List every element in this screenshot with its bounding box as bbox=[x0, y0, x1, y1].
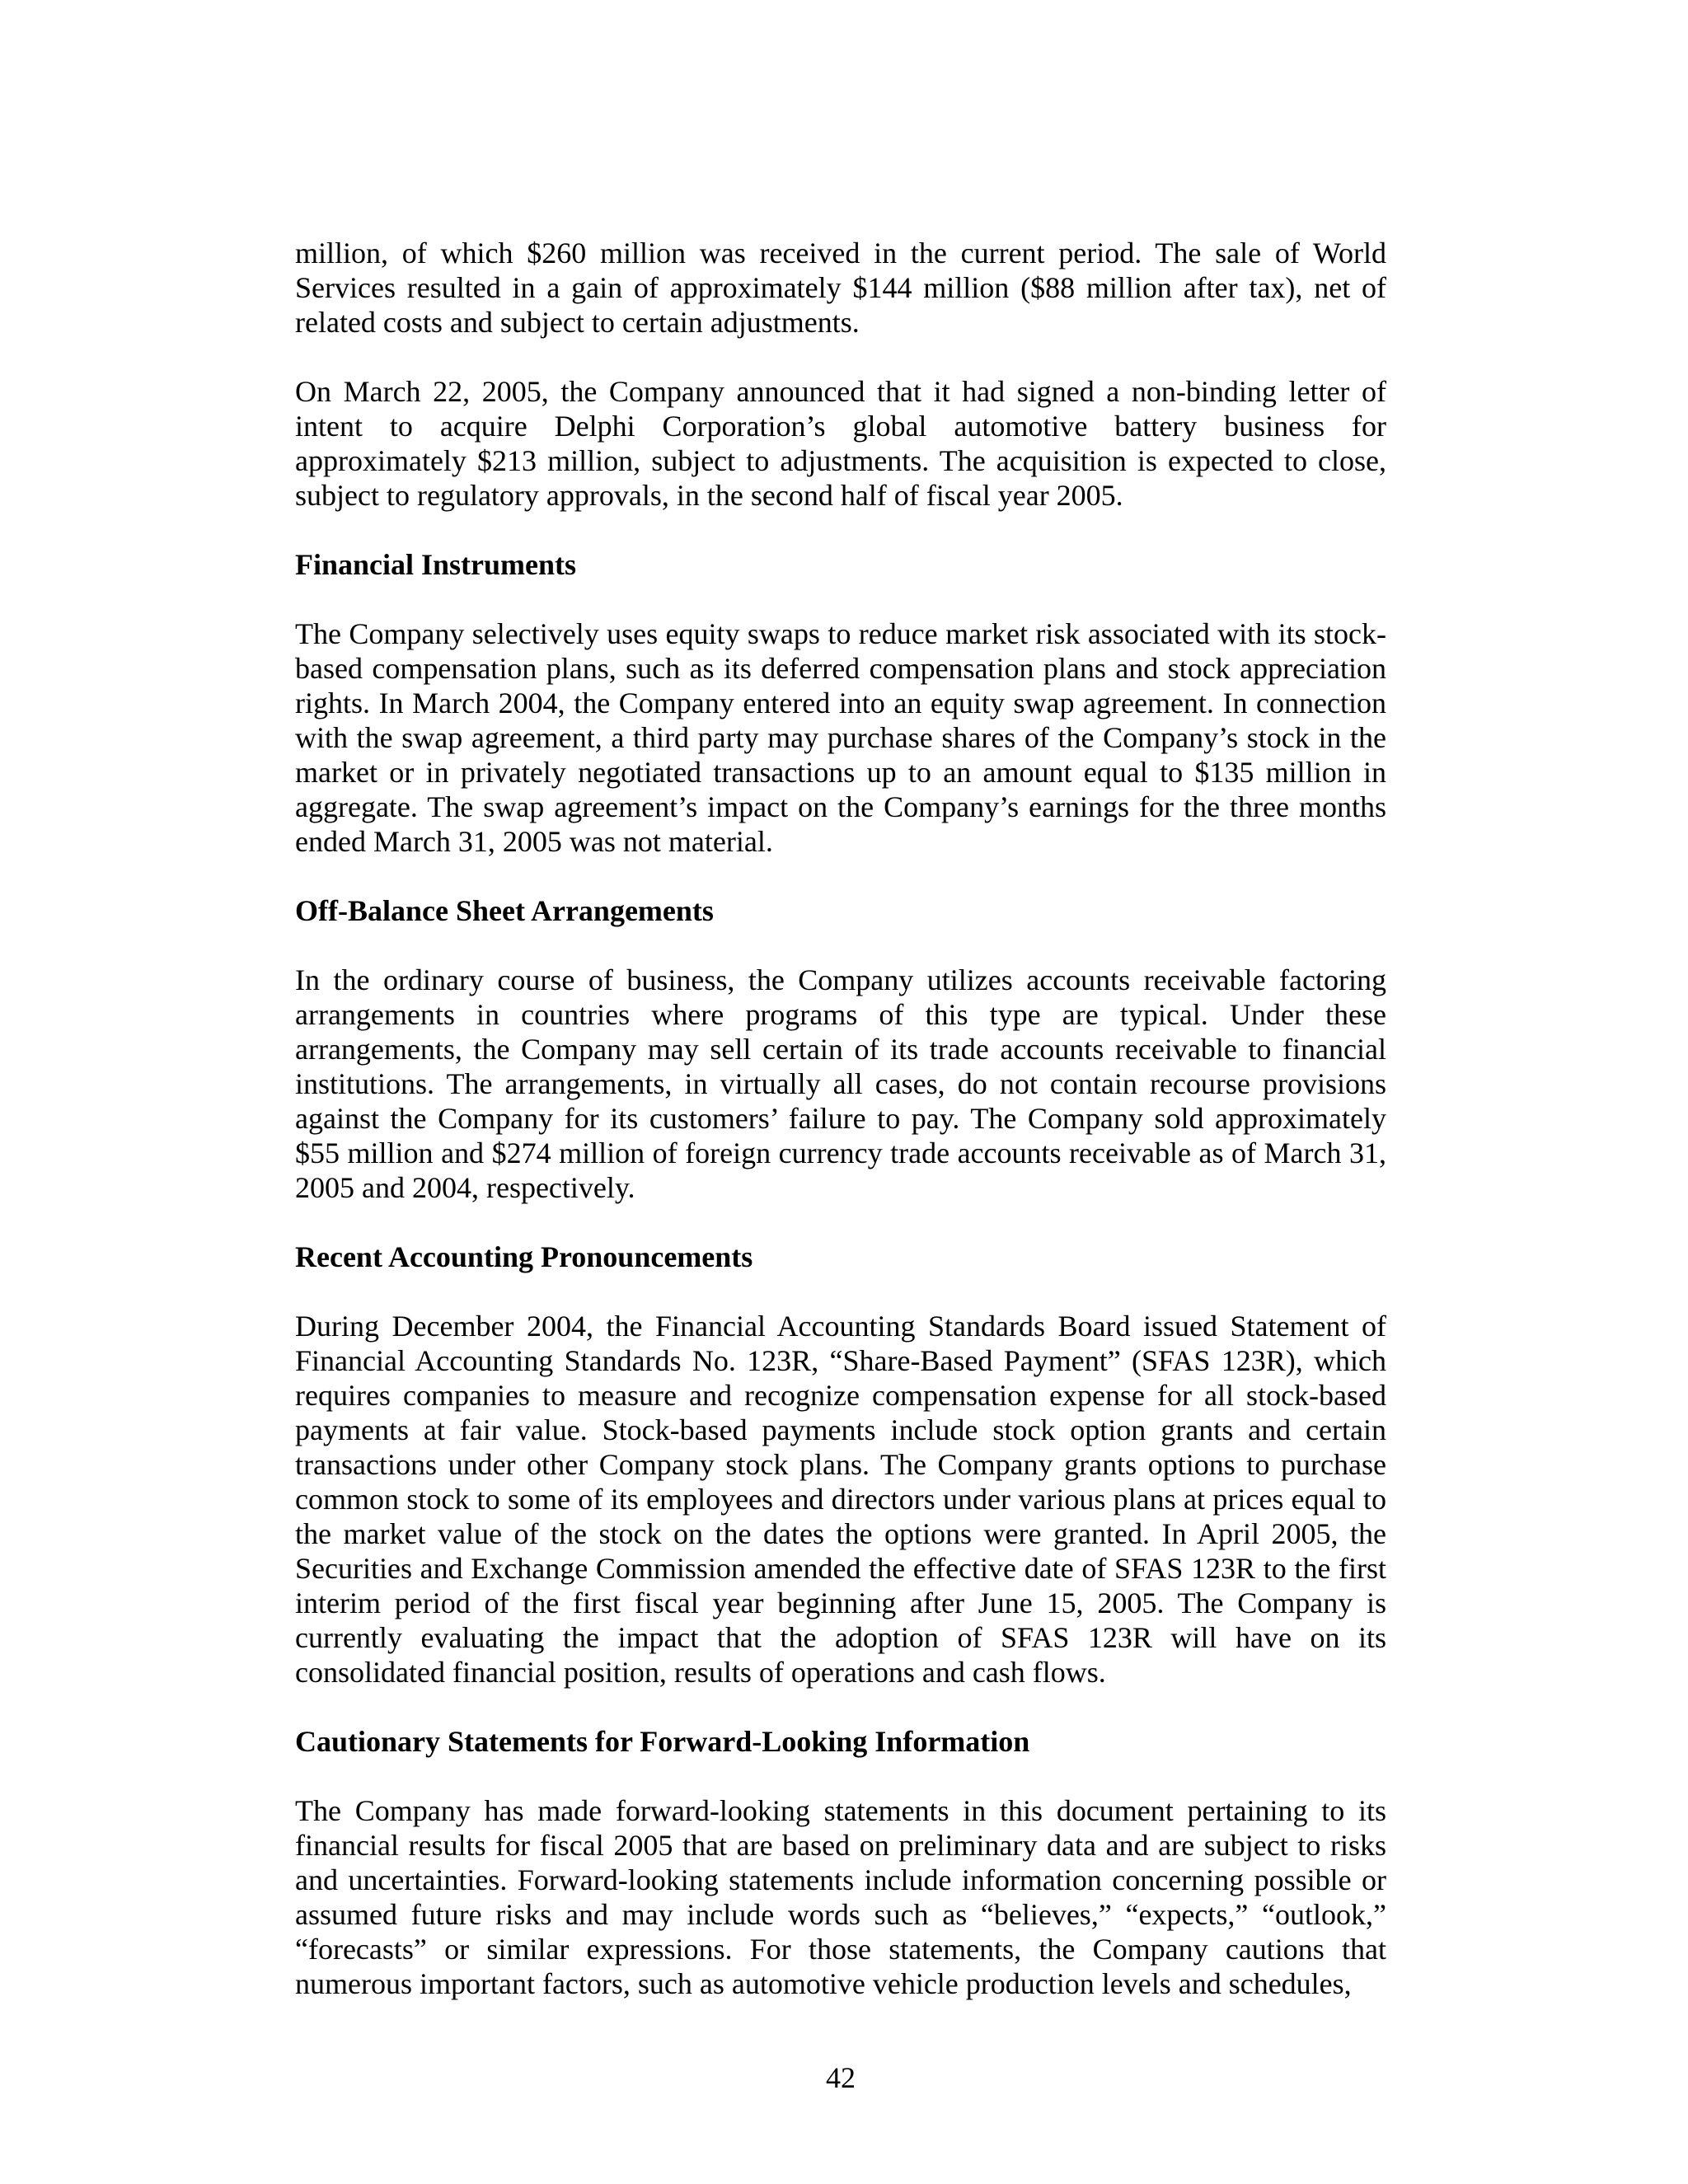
heading-cautionary-statements: Cautionary Statements for Forward-Looking Information bbox=[295, 1725, 1030, 1758]
heading-off-balance-sheet: Off-Balance Sheet Arrangements bbox=[295, 894, 714, 927]
paragraph-delphi-acquisition: On March 22, 2005, the Company announced that it had signed a non-binding letter of intent to acquire Delphi Corporation’s global automotive battery business for approximately $213 million, subject to adjustments. The acquisition is expected to close, subject to regulatory approvals, in the second half of fiscal year 2005. bbox=[295, 375, 1386, 512]
paragraph-receivable-factoring: In the ordinary course of business, the Company utilizes accounts receivable factoring arrangements in countries where programs of this type are typical. Under these arrangements, the Company may sell certain of its trade accounts receivable to financial institutions. The arrangements, in virtually all cases, do not contain recourse provisions against the Company for its customers’ failure to pay. The Company sold approximately $55 million and $274 million of foreign currency trade accounts receivable as of March 31, 2005 and 2004, respectively. bbox=[295, 963, 1386, 1204]
heading-recent-accounting: Recent Accounting Pronouncements bbox=[295, 1240, 753, 1273]
page-number: 42 bbox=[826, 2061, 856, 2094]
heading-financial-instruments: Financial Instruments bbox=[295, 548, 577, 581]
paragraph-sfas-123r: During December 2004, the Financial Accounting Standards Board issued Statement of Financial Accounting Standards No. 123R, “Share-Based Payment” (SFAS 123R), which requires companies to measure and recognize compensation expense for all stock-based payments at fair value. Stock-based payments include stock option grants and certain transactions under other Company stock plans. The Company grants options to purchase common stock to some of its employees and directors under various plans at prices equal to the market value of the stock on the dates the options were granted. In April 2005, the Securities and Exchange Commission amended the effective date of SFAS 123R to the first interim period of the first fiscal year beginning after June 15, 2005. The Company is currently evaluating the impact that the adoption of SFAS 123R will have on its consolidated financial position, results of operations and cash flows. bbox=[295, 1310, 1386, 1689]
paragraph-forward-looking: The Company has made forward-looking statements in this document pertaining to its financial results for fiscal 2005 that are based on preliminary data and are subject to risks and uncertainties. Forward-looking statements include information concerning possible or assumed future risks and may include words such as “believes,” “expects,” “outlook,” “forecasts” or similar expressions. For those statements, the Company cautions that numerous important factors, such as automotive vehicle production levels and schedules, bbox=[295, 1794, 1386, 2000]
paragraph-equity-swaps: The Company selectively uses equity swaps to reduce market risk associated with its stock-based compensation plans, such as its deferred compensation plans and stock appreciation rights. In March 2004, the Company entered into an equity swap agreement. In connection with the swap agreement, a third party may purchase shares of the Company’s stock in the market or in privately negotiated transactions up to an amount equal to $135 million in aggregate. The swap agreement’s impact on the Company’s earnings for the three months ended March 31, 2005 was not material. bbox=[295, 617, 1386, 858]
document-body bbox=[295, 236, 1386, 2001]
paragraph-world-services-sale: million, of which $260 million was received in the current period. The sale of World Services resulted in a gain of approximately $144 million ($88 million after tax), net of related costs and subject to certain adjustments. bbox=[295, 237, 1386, 339]
